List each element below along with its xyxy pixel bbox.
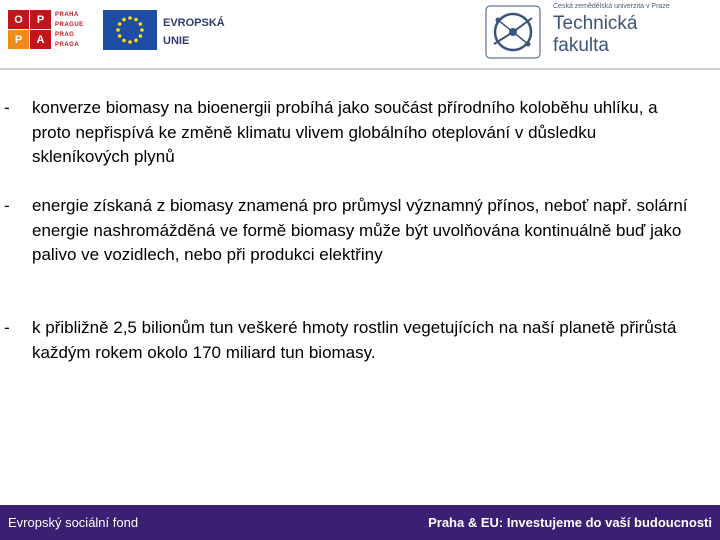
bullet-text: k přibližně 2,5 bilionům tun veškeré hmoty rostlin vegetujících na naší planetě přirůstá každým rokem okolo 170 miliard tun biomasy. xyxy=(32,318,677,362)
bullet-dash: - xyxy=(4,318,10,337)
university-name: Česká zemědělská univerzita v Praze xyxy=(553,3,670,10)
header xyxy=(0,0,720,70)
praha-grid xyxy=(55,10,99,50)
eu-flag-icon xyxy=(103,10,157,50)
eu-label-line2: UNIE xyxy=(163,35,190,47)
footer-bar xyxy=(0,505,720,540)
prague-word: PRAGUE xyxy=(55,22,84,28)
header-logos-left xyxy=(0,0,244,62)
eu-label-line1: EVROPSKÁ xyxy=(163,17,225,29)
oppa-letter-p2: P xyxy=(8,30,29,49)
faculty-name-line1: Technická xyxy=(553,13,638,34)
oppa-letter-o: O xyxy=(8,10,29,29)
oppa-letter-p1: P xyxy=(30,10,51,29)
faculty-name xyxy=(553,13,638,57)
faculty-emblem-icon xyxy=(484,4,542,60)
bullet-text: energie získaná z biomasy znamená pro průmysl významný přínos, neboť např. solární energie nashromážděná ve formě biomasy může být uvolňována kontinuálně buď jako palivo ve vozidlech, nebo při produkci elektřiny xyxy=(32,196,688,264)
praga-word: PRAGA xyxy=(55,42,80,48)
prag-word: PRAG xyxy=(55,32,75,38)
bullet-text: konverze biomasy na bioenergii probíhá jako součást přírodního koloběhu uhlíku, a proto nepřispívá ke změně klimatu vlivem globálního oteplování v důsledku skleníkových plynů xyxy=(32,98,658,166)
oppa-logo xyxy=(8,10,52,50)
bullet-dash: - xyxy=(4,98,10,117)
praha-word: PRAHA xyxy=(55,12,79,18)
eu-label xyxy=(163,14,225,50)
footer-fund-label: Evropský sociální fond xyxy=(8,515,139,530)
faculty-name-line2: fakulta xyxy=(553,35,609,56)
header-divider xyxy=(0,68,720,70)
footer-slogan: Praha & EU: Investujeme do vaší budoucnosti xyxy=(428,515,712,530)
bullet-dash: - xyxy=(4,196,10,215)
oppa-letter-a: A xyxy=(30,30,51,49)
